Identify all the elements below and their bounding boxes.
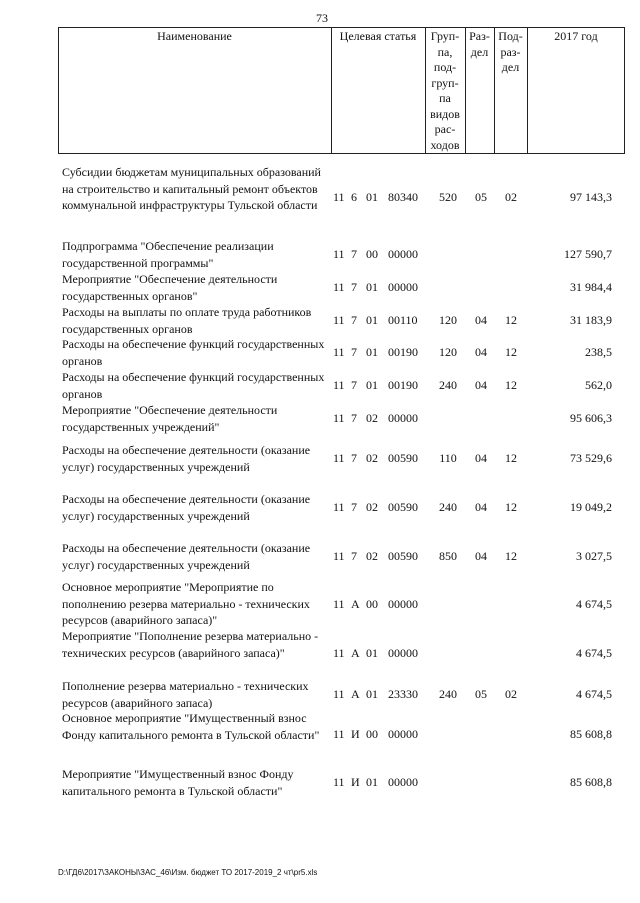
row-name: Субсидии бюджетам муниципальных образований на строительство и капитальный ремонт объектов коммунальной инфраструктуры Тульской области bbox=[62, 165, 321, 212]
amount: 19 049,2 bbox=[570, 500, 612, 514]
file-path-footer: D:\ГД6\2017\ЗАКОНЫ\ЗАС_46\Изм. бюджет ТО 2017-2019_2 чт\pr5.xls bbox=[58, 868, 318, 877]
expense-group: 520 bbox=[439, 190, 457, 204]
expense-group: 240 bbox=[439, 500, 457, 514]
header-year: 2017 год bbox=[554, 29, 598, 43]
section: 04 bbox=[475, 378, 487, 392]
section: 04 bbox=[475, 345, 487, 359]
amount: 4 674,5 bbox=[576, 597, 612, 611]
amount: 31 984,4 bbox=[570, 280, 612, 294]
header-line: под- bbox=[433, 60, 457, 74]
cs-event: 00 bbox=[366, 597, 378, 611]
row-name: Мероприятие "Имущественный взнос Фонду капитального ремонта в Тульской области" bbox=[62, 767, 294, 798]
cs-direction: 00000 bbox=[388, 280, 418, 294]
cs-event: 01 bbox=[366, 345, 378, 359]
cs-program: 11 bbox=[333, 313, 345, 327]
header-line: дел bbox=[470, 44, 489, 59]
cs-event: 01 bbox=[366, 313, 378, 327]
cs-direction: 80340 bbox=[388, 190, 418, 204]
cs-subprogram: А bbox=[351, 646, 360, 660]
cs-direction: 00190 bbox=[388, 378, 418, 392]
cs-program: 11 bbox=[333, 378, 345, 392]
cs-subprogram: А bbox=[351, 597, 360, 611]
section: 05 bbox=[475, 190, 487, 204]
subsection: 12 bbox=[505, 313, 517, 327]
header-line: рас- bbox=[434, 122, 456, 136]
row-name: Подпрограмма "Обеспечение реализации государственной программы" bbox=[62, 239, 274, 270]
header-line: Под- bbox=[498, 29, 523, 43]
amount: 85 608,8 bbox=[570, 775, 612, 789]
subsection: 12 bbox=[505, 500, 517, 514]
expense-group: 240 bbox=[439, 687, 457, 701]
header-line: па bbox=[439, 91, 451, 105]
expense-group: 240 bbox=[439, 378, 457, 392]
subsection: 02 bbox=[505, 687, 517, 701]
cs-subprogram: 7 bbox=[351, 500, 357, 514]
cs-subprogram: И bbox=[351, 727, 360, 741]
cs-program: 11 bbox=[333, 451, 345, 465]
amount: 85 608,8 bbox=[570, 727, 612, 741]
amount: 562,0 bbox=[585, 378, 612, 392]
cs-subprogram: 7 bbox=[351, 280, 357, 294]
cs-direction: 00190 bbox=[388, 345, 418, 359]
cs-subprogram: 7 bbox=[351, 549, 357, 563]
cs-program: 11 bbox=[333, 190, 345, 204]
cs-event: 00 bbox=[366, 727, 378, 741]
cs-direction: 00000 bbox=[388, 646, 418, 660]
cs-program: 11 bbox=[333, 345, 345, 359]
cs-event: 02 bbox=[366, 549, 378, 563]
section: 04 bbox=[475, 451, 487, 465]
cs-event: 01 bbox=[366, 687, 378, 701]
cs-direction: 23330 bbox=[388, 687, 418, 701]
cs-subprogram: 7 bbox=[351, 451, 357, 465]
cs-event: 00 bbox=[366, 247, 378, 261]
cs-subprogram: 7 bbox=[351, 247, 357, 261]
cs-direction: 00000 bbox=[388, 247, 418, 261]
cs-direction: 00000 bbox=[388, 597, 418, 611]
cs-program: 11 bbox=[333, 687, 345, 701]
cs-program: 11 bbox=[333, 646, 345, 660]
header-line: па, bbox=[437, 44, 453, 59]
header-line: Раз- bbox=[469, 29, 490, 43]
section: 05 bbox=[475, 687, 487, 701]
expense-group: 120 bbox=[439, 345, 457, 359]
subsection: 02 bbox=[505, 190, 517, 204]
amount: 73 529,6 bbox=[570, 451, 612, 465]
row-name: Расходы на обеспечение деятельности (оказание услуг) государственных учреждений bbox=[62, 443, 311, 474]
cs-subprogram: 6 bbox=[351, 190, 357, 204]
cs-subprogram: 7 bbox=[351, 313, 357, 327]
header-line: груп- bbox=[431, 75, 459, 90]
amount: 4 674,5 bbox=[576, 687, 612, 701]
cs-event: 01 bbox=[366, 190, 378, 204]
cs-program: 11 bbox=[333, 411, 345, 425]
cs-subprogram: 7 bbox=[351, 378, 357, 392]
amount: 95 606,3 bbox=[570, 411, 612, 425]
cs-direction: 00590 bbox=[388, 500, 418, 514]
cs-subprogram: И bbox=[351, 775, 360, 789]
header-group bbox=[425, 29, 465, 153]
cs-direction: 00000 bbox=[388, 411, 418, 425]
cs-event: 01 bbox=[366, 775, 378, 789]
row-name: Пополнение резерва материально - технических ресурсов (аварийного запаса) bbox=[62, 679, 309, 710]
header-line: видов bbox=[430, 106, 460, 121]
row-name: Основное мероприятие "Мероприятие по пополнению резерва материально - технических ресурсов (аварийного запаса)" bbox=[62, 580, 310, 627]
cs-direction: 00590 bbox=[388, 549, 418, 563]
cs-direction: 00000 bbox=[388, 727, 418, 741]
subsection: 12 bbox=[505, 549, 517, 563]
header-name: Наименование bbox=[157, 29, 232, 43]
cs-program: 11 bbox=[333, 549, 345, 563]
header-divider bbox=[331, 27, 332, 154]
cs-event: 02 bbox=[366, 451, 378, 465]
cs-subprogram: 7 bbox=[351, 411, 357, 425]
expense-group: 120 bbox=[439, 313, 457, 327]
cs-program: 11 bbox=[333, 247, 345, 261]
cs-direction: 00000 bbox=[388, 775, 418, 789]
cs-event: 02 bbox=[366, 411, 378, 425]
row-name: Мероприятие "Обеспечение деятельности государственных органов" bbox=[62, 272, 278, 303]
cs-program: 11 bbox=[333, 280, 345, 294]
cs-direction: 00590 bbox=[388, 451, 418, 465]
header-line: раз- bbox=[500, 44, 521, 59]
expense-group: 110 bbox=[439, 451, 457, 465]
cs-event: 01 bbox=[366, 280, 378, 294]
expense-group: 850 bbox=[439, 549, 457, 563]
amount: 127 590,7 bbox=[564, 247, 612, 261]
amount: 31 183,9 bbox=[570, 313, 612, 327]
header-line: Груп- bbox=[430, 29, 460, 43]
subsection: 12 bbox=[505, 378, 517, 392]
cs-program: 11 bbox=[333, 775, 345, 789]
header-subsection bbox=[494, 29, 527, 76]
subsection: 12 bbox=[505, 451, 517, 465]
table-header bbox=[58, 27, 625, 154]
row-name: Основное мероприятие "Имущественный взнос Фонду капитального ремонта в Тульской области" bbox=[62, 711, 320, 742]
amount: 4 674,5 bbox=[576, 646, 612, 660]
cs-event: 01 bbox=[366, 646, 378, 660]
cs-subprogram: 7 bbox=[351, 345, 357, 359]
row-name: Мероприятие "Пополнение резерва материально - технических ресурсов (аварийного запаса)" bbox=[62, 629, 319, 660]
subsection: 12 bbox=[505, 345, 517, 359]
cs-event: 01 bbox=[366, 378, 378, 392]
header-line: ходов bbox=[430, 137, 460, 152]
cs-direction: 00110 bbox=[388, 313, 418, 327]
row-name: Мероприятие "Обеспечение деятельности государственных учреждений" bbox=[62, 403, 278, 434]
cs-event: 02 bbox=[366, 500, 378, 514]
cs-program: 11 bbox=[333, 500, 345, 514]
row-name: Расходы на обеспечение функций государственных органов bbox=[62, 337, 325, 368]
cs-program: 11 bbox=[333, 597, 345, 611]
section: 04 bbox=[475, 500, 487, 514]
header-line: дел bbox=[501, 60, 520, 74]
section: 04 bbox=[475, 549, 487, 563]
cs-program: 11 bbox=[333, 727, 345, 741]
amount: 238,5 bbox=[585, 345, 612, 359]
row-name: Расходы на обеспечение функций государственных органов bbox=[62, 370, 325, 401]
header-target: Целевая статья bbox=[339, 29, 417, 43]
amount: 3 027,5 bbox=[576, 549, 612, 563]
section: 04 bbox=[475, 313, 487, 327]
cs-subprogram: А bbox=[351, 687, 360, 701]
amount: 97 143,3 bbox=[570, 190, 612, 204]
page-number: 73 bbox=[316, 11, 328, 25]
header-section bbox=[465, 29, 494, 60]
row-name: Расходы на обеспечение деятельности (оказание услуг) государственных учреждений bbox=[62, 541, 311, 572]
row-name: Расходы на обеспечение деятельности (оказание услуг) государственных учреждений bbox=[62, 492, 311, 523]
row-name: Расходы на выплаты по оплате труда работников государственных органов bbox=[62, 305, 312, 336]
header-divider bbox=[527, 27, 528, 154]
